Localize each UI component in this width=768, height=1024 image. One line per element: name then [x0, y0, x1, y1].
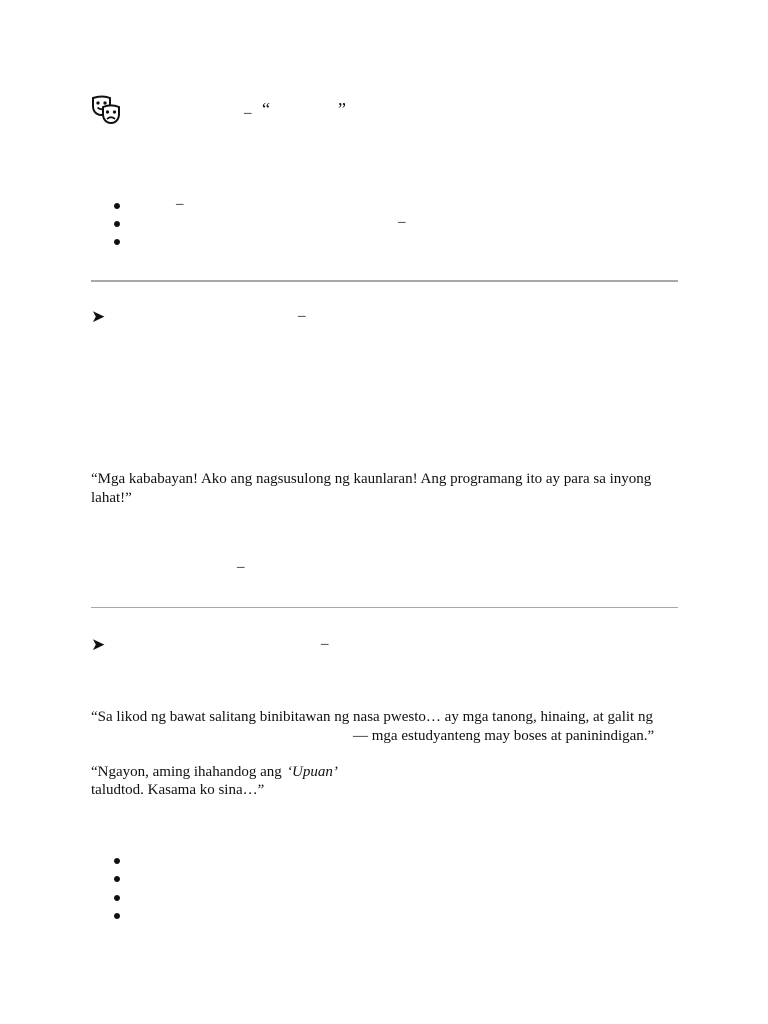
- section-dash: –: [321, 636, 329, 652]
- section-divider: [91, 607, 678, 608]
- speech-quote: “Mga kababayan! Ako ang nagsusulong ng kaunlaran! Ang programang ito ay para sa inyong lahat!”: [91, 471, 652, 506]
- bullet-marker: [114, 876, 120, 882]
- header-close-quote: ”: [338, 99, 346, 119]
- bullet-marker: [114, 203, 120, 209]
- intro-quote-line1: “Sa likod ng bawat salitang binibitawan ng nasa pwesto… ay mga tanong, hinaing, at galit ng: [91, 709, 653, 725]
- header-open-quote: “: [262, 99, 270, 119]
- arrow-bullet-icon: ➤: [91, 635, 106, 654]
- section-dash: –: [298, 308, 306, 324]
- intro-quote-line2: — mga estudyanteng may boses at paninindigan.”: [353, 728, 655, 744]
- bullet-marker: [114, 221, 120, 227]
- trailing-dash: –: [237, 559, 245, 575]
- list-item-dash: –: [398, 214, 406, 230]
- intro-quote2-end: taludtod. Kasama ko sina…”: [91, 782, 265, 798]
- bullet-marker: [114, 239, 120, 245]
- bullet-marker: [114, 895, 120, 901]
- list-item-dash: –: [176, 196, 184, 212]
- theater-masks-icon: [91, 95, 121, 125]
- intro-quote2-start: “Ngayon, aming ihahandog ang: [91, 764, 282, 780]
- bullet-marker: [114, 913, 120, 919]
- arrow-bullet-icon: ➤: [91, 307, 106, 326]
- header-dash: _: [244, 100, 252, 116]
- intro-quote2-title: ‘Upuan’: [287, 764, 338, 780]
- bullet-marker: [114, 858, 120, 864]
- section-divider: [91, 280, 678, 282]
